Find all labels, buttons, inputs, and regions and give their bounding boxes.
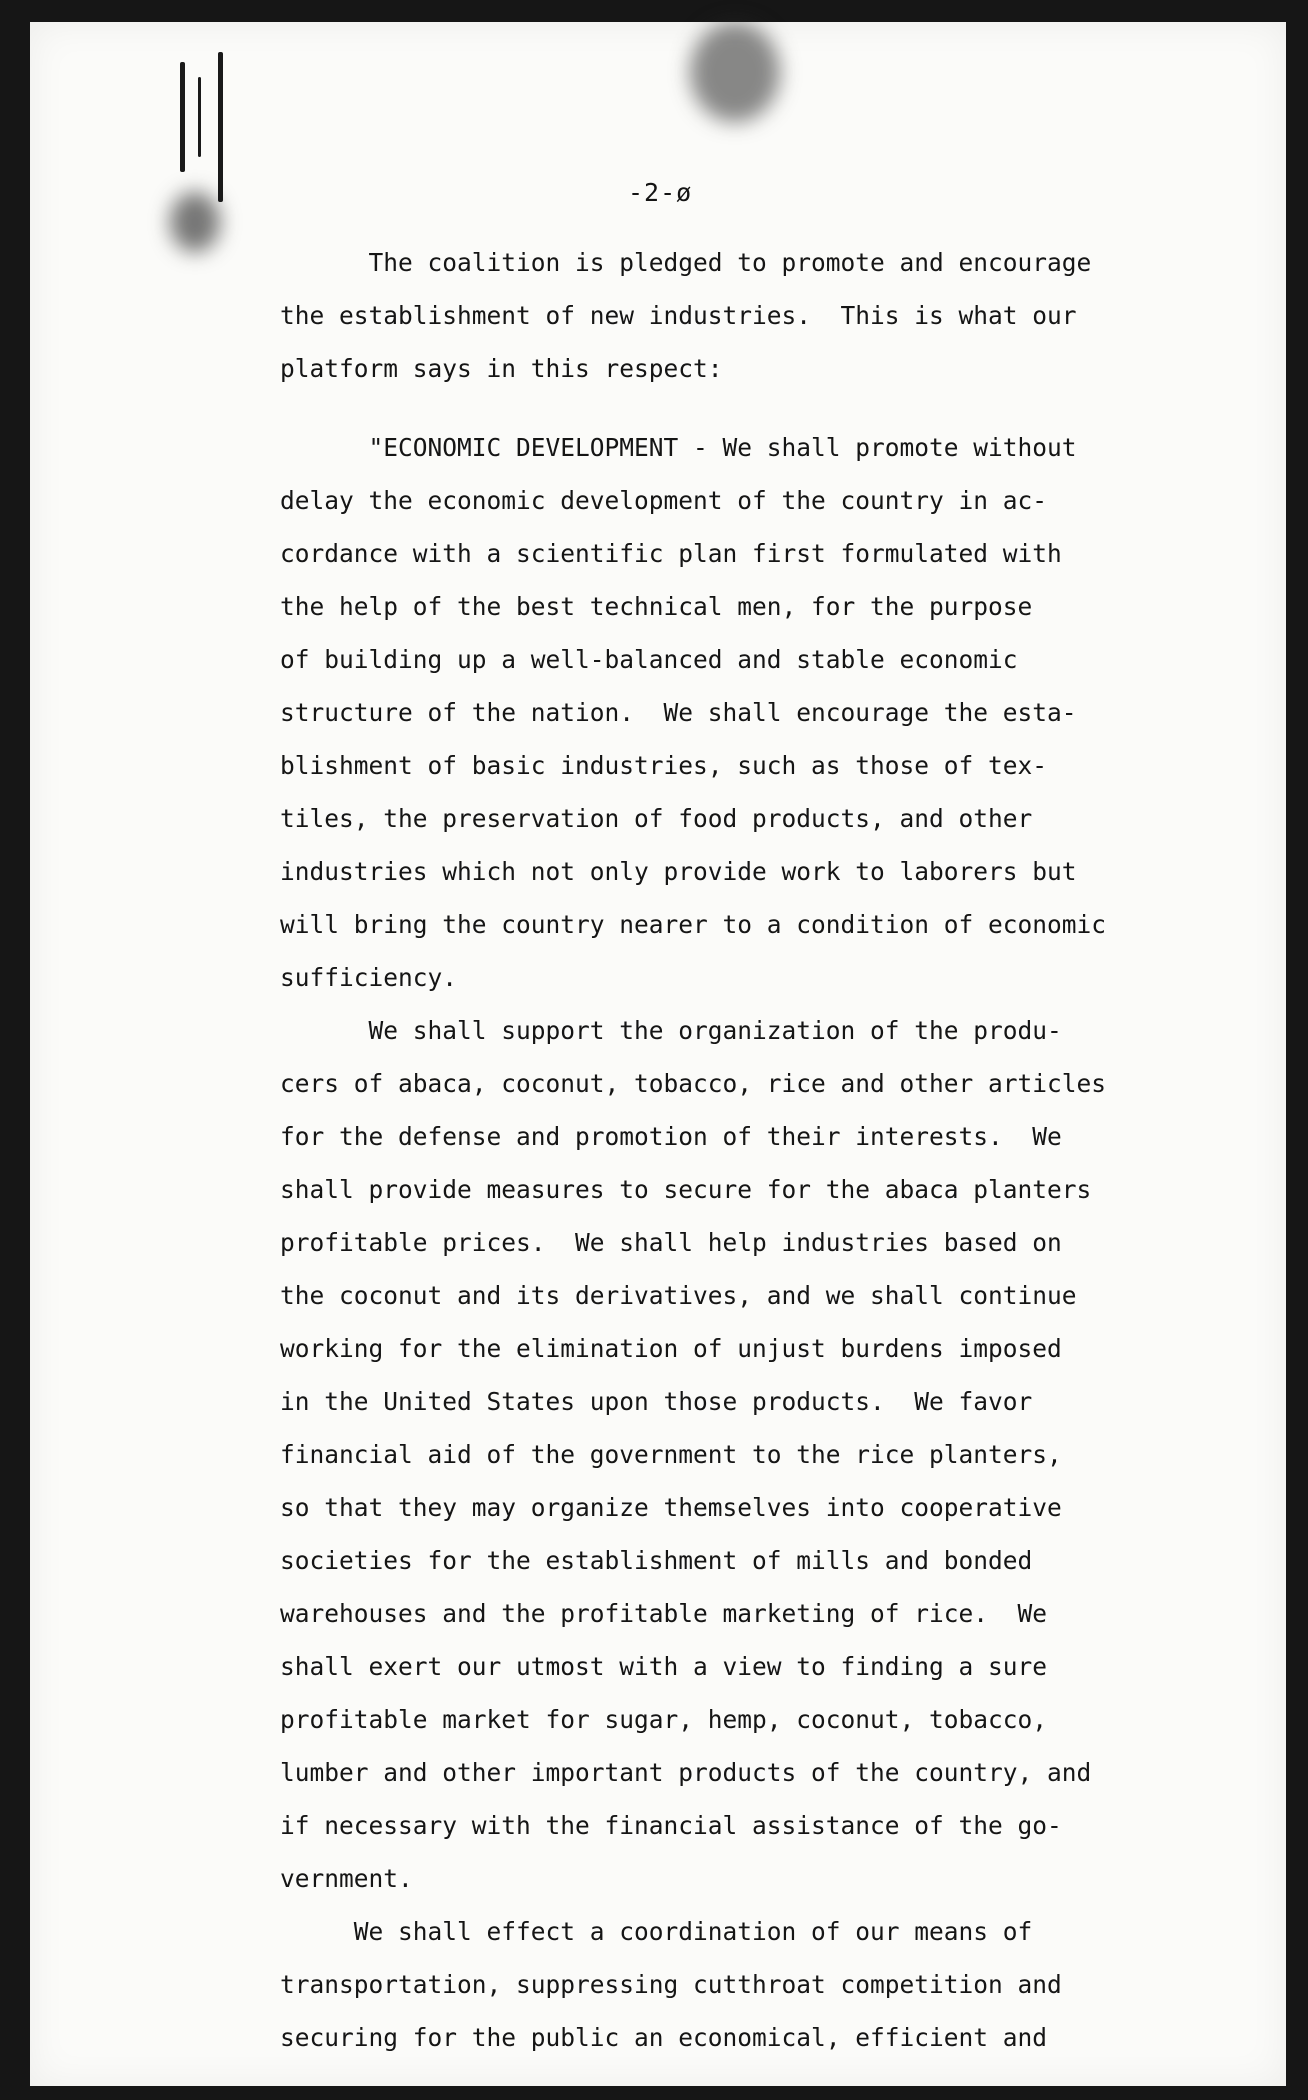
text-line: of building up a well-balanced and stable economic [280, 645, 1018, 674]
text-line: the help of the best technical men, for the purpose [280, 592, 1033, 621]
text-line: profitable market for sugar, hemp, coconut, tobacco, [280, 1705, 1048, 1734]
text-line: We shall support the organization of the produ- [280, 1016, 1062, 1045]
text-line: warehouses and the profitable marketing of rice. We [280, 1599, 1048, 1628]
text-line: in the United States upon those products. We favor [280, 1387, 1033, 1416]
text-line: sufficiency. [280, 963, 458, 992]
text-line: the establishment of new industries. This is what our [280, 301, 1077, 330]
text-line: working for the elimination of unjust burdens imposed [280, 1334, 1062, 1363]
text-line: securing for the public an economical, efficient and [280, 2023, 1048, 2052]
staple-mark [180, 62, 185, 172]
text-line: The coalition is pledged to promote and encourage [280, 248, 1092, 277]
paragraph-gap [280, 395, 1190, 421]
text-line: delay the economic development of the country in ac- [280, 486, 1048, 515]
text-line: "ECONOMIC DEVELOPMENT - We shall promote without [280, 433, 1077, 462]
text-line: vernment. [280, 1864, 413, 1893]
text-line: financial aid of the government to the rice planters, [280, 1440, 1062, 1469]
text-line: structure of the nation. We shall encourage the esta- [280, 698, 1077, 727]
text-line: for the defense and promotion of their interests. We [280, 1122, 1062, 1151]
text-line: industries which not only provide work to laborers but [280, 857, 1077, 886]
text-line: tiles, the preservation of food products, and other [280, 804, 1033, 833]
text-line: shall provide measures to secure for the abaca planters [280, 1175, 1092, 1204]
ink-smudge [690, 22, 780, 122]
text-line: the coconut and its derivatives, and we shall continue [280, 1281, 1077, 1310]
text-line: We shall effect a coordination of our means of [280, 1917, 1033, 1946]
staple-mark [218, 52, 223, 202]
text-line: lumber and other important products of the country, and [280, 1758, 1092, 1787]
text-line: profitable prices. We shall help industries based on [280, 1228, 1062, 1257]
text-line: cers of abaca, coconut, tobacco, rice and other articles [280, 1069, 1107, 1098]
text-line: platform says in this respect: [280, 354, 723, 383]
document-body [280, 236, 1190, 2064]
text-line: if necessary with the financial assistance of the go- [280, 1811, 1062, 1840]
text-line: blishment of basic industries, such as those of tex- [280, 751, 1048, 780]
text-line: cordance with a scientific plan first formulated with [280, 539, 1062, 568]
ink-smudge [170, 192, 220, 252]
text-line: shall exert our utmost with a view to finding a sure [280, 1652, 1048, 1681]
text-line: transportation, suppressing cutthroat competition and [280, 1970, 1062, 1999]
text-line: will bring the country nearer to a condition of economic [280, 910, 1107, 939]
text-line: so that they may organize themselves into cooperative [280, 1493, 1062, 1522]
staple-mark [198, 77, 201, 157]
page-number: -2-ø [628, 178, 693, 207]
text-line: societies for the establishment of mills and bonded [280, 1546, 1033, 1575]
